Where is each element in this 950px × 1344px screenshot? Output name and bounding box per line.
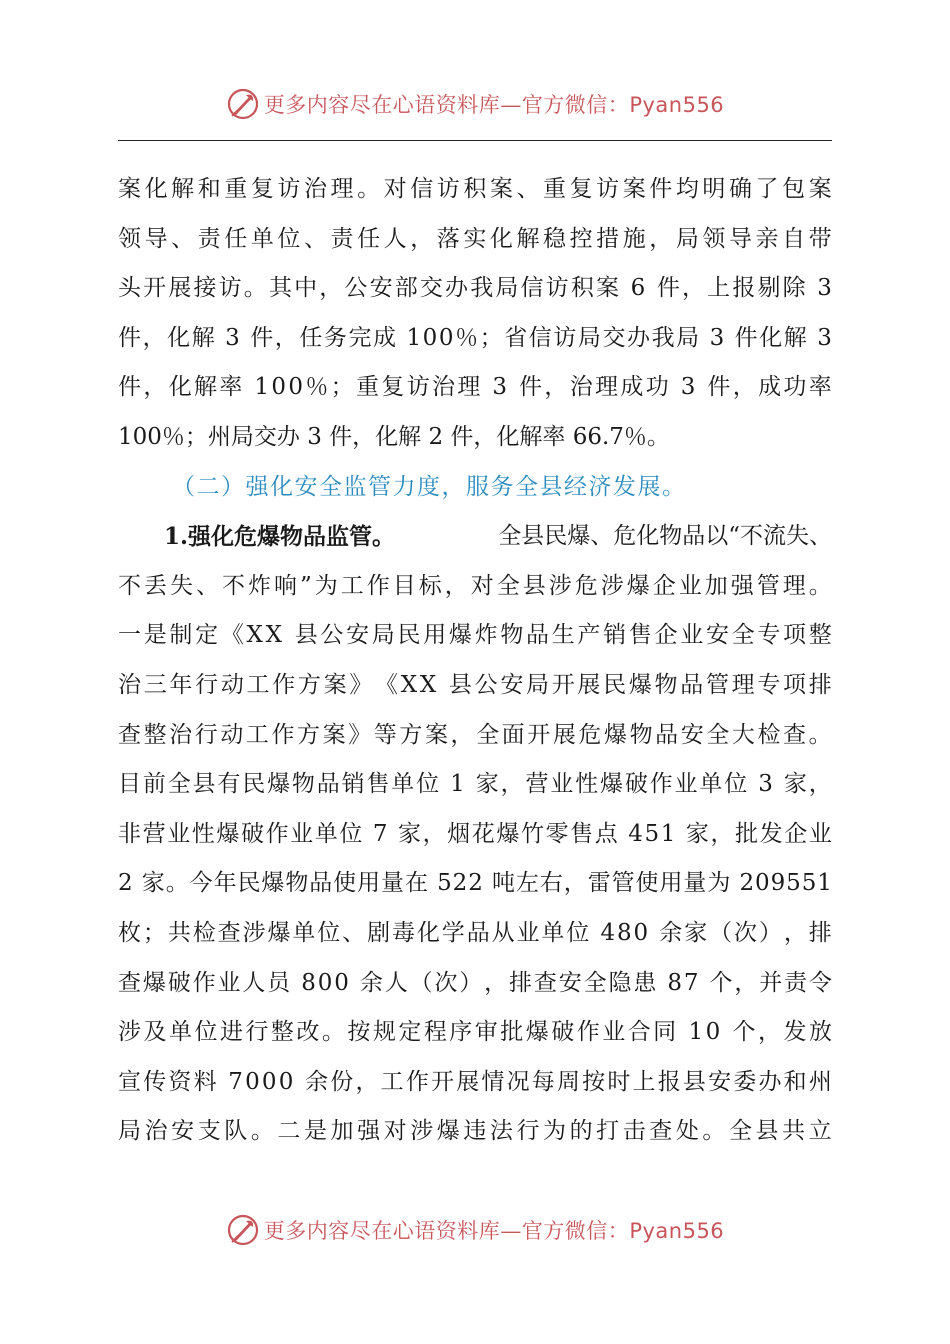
body-line: 涉 及 单 位 进 行 整 改 。 按 规 定 程 序 审 批 爆 破 作 业 合 同 1 0 个 ， 发 放 xyxy=(118,1019,832,1046)
header-divider xyxy=(118,140,832,141)
body-line: 治 三 年 行 动 工 作 方 案 》 《 X X 县 公 安 局 开 展 民 爆 物 品 管 理 专 项 排 xyxy=(118,671,832,698)
body-line: 件 ， 化 解 3 件 ， 任 务 完 成 1 0 0 ％ ； 省 信 访 局 交 办 我 局 3 件 化 解 3 xyxy=(118,324,832,351)
body-line-rest: 全县民爆、危化物品以“不流失、 xyxy=(498,523,832,550)
body-line: 目 前 全 县 有 民 爆 物 品 销 售 单 位 1 家 ， 营 业 性 爆 破 作 业 单 位 3 家 ， xyxy=(118,771,832,798)
header-banner xyxy=(0,84,950,124)
footer-banner xyxy=(0,1210,950,1250)
subsection-lead: 1.强化危爆物品监管。 xyxy=(164,523,396,551)
body-line: 件 ， 化 解 率 1 0 0 ％ ； 重 复 访 治 理 3 件 ， 治 理 成 功 3 件 ， 成 功 率 xyxy=(118,374,832,401)
body-line: 100％；州局交办 3 件，化解 2 件，化解率 66.7％。 xyxy=(118,423,670,450)
section-heading: （二）强化安全监管力度，服务全县经济发展。 xyxy=(172,473,687,500)
body-line: 案 化 解 和 重 复 访 治 理 。 对 信 访 积 案 、 重 复 访 案 件 均 明 确 了 包 案 xyxy=(118,176,832,202)
body-line: 一 是 制 定 《 X X 县 公 安 局 民 用 爆 炸 物 品 生 产 销 售 企 业 安 全 专 项 整 xyxy=(118,622,832,649)
body-line xyxy=(118,512,832,562)
body-line: 2 家 。 今 年 民 爆 物 品 使 用 量 在 5 2 2 吨 左 右 ， 雷 管 使 用 量 为 2 0 9 5 5 1 xyxy=(118,870,832,897)
body-line: 宣 传 资 料 7 0 0 0 余 份 ， 工 作 开 展 情 况 每 周 按 时 上 报 县 安 委 办 和 州 xyxy=(118,1068,832,1095)
body-line: 非 营 业 性 爆 破 作 业 单 位 7 家 ， 烟 花 爆 竹 零 售 点 4 5 1 家 ， 批 发 企 业 xyxy=(118,820,832,847)
footer-banner-text: 更多内容尽在心语资料库—官方微信：Pyan556 xyxy=(263,1219,725,1243)
body-line: 局 治 安 支 队 。 二 是 加 强 对 涉 爆 违 法 行 为 的 打 击 查 处 。 全 县 共 立 xyxy=(118,1118,832,1145)
header-banner-text: 更多内容尽在心语资料库—官方微信：Pyan556 xyxy=(263,93,725,117)
body-line: 头 开 展 接 访 。 其 中 ， 公 安 部 交 办 我 局 信 访 积 案 6 件 ， 上 报 剔 除 3 xyxy=(118,275,832,302)
body-line: 枚 ； 共 检 查 涉 爆 单 位 、 剧 毒 化 学 品 从 业 单 位 4 8 0 余 家 （ 次 ） ， 排 xyxy=(118,919,832,946)
body-line: 查 整 治 行 动 工 作 方 案 》 等 方 案 ， 全 面 开 展 危 爆 物 品 安 全 大 检 查 。 xyxy=(118,721,832,748)
body-line: 查 爆 破 作 业 人 员 8 0 0 余 人 （ 次 ） ， 排 查 安 全 隐 患 8 7 个 ， 并 责 令 xyxy=(118,969,832,996)
body-line: 领 导 、 责 任 单 位 、 责 任 人 ， 落 实 化 解 稳 控 措 施 ， 局 领 导 亲 自 带 xyxy=(118,225,832,252)
feather-pen-logo-icon xyxy=(226,1213,260,1247)
document-body xyxy=(118,165,832,1157)
feather-pen-logo-icon xyxy=(226,87,260,121)
body-line: 不 丢 失 、 不 炸 响 ” 为 工 作 目 标 ， 对 全 县 涉 危 涉 爆 企 业 加 强 管 理 。 xyxy=(118,572,832,599)
